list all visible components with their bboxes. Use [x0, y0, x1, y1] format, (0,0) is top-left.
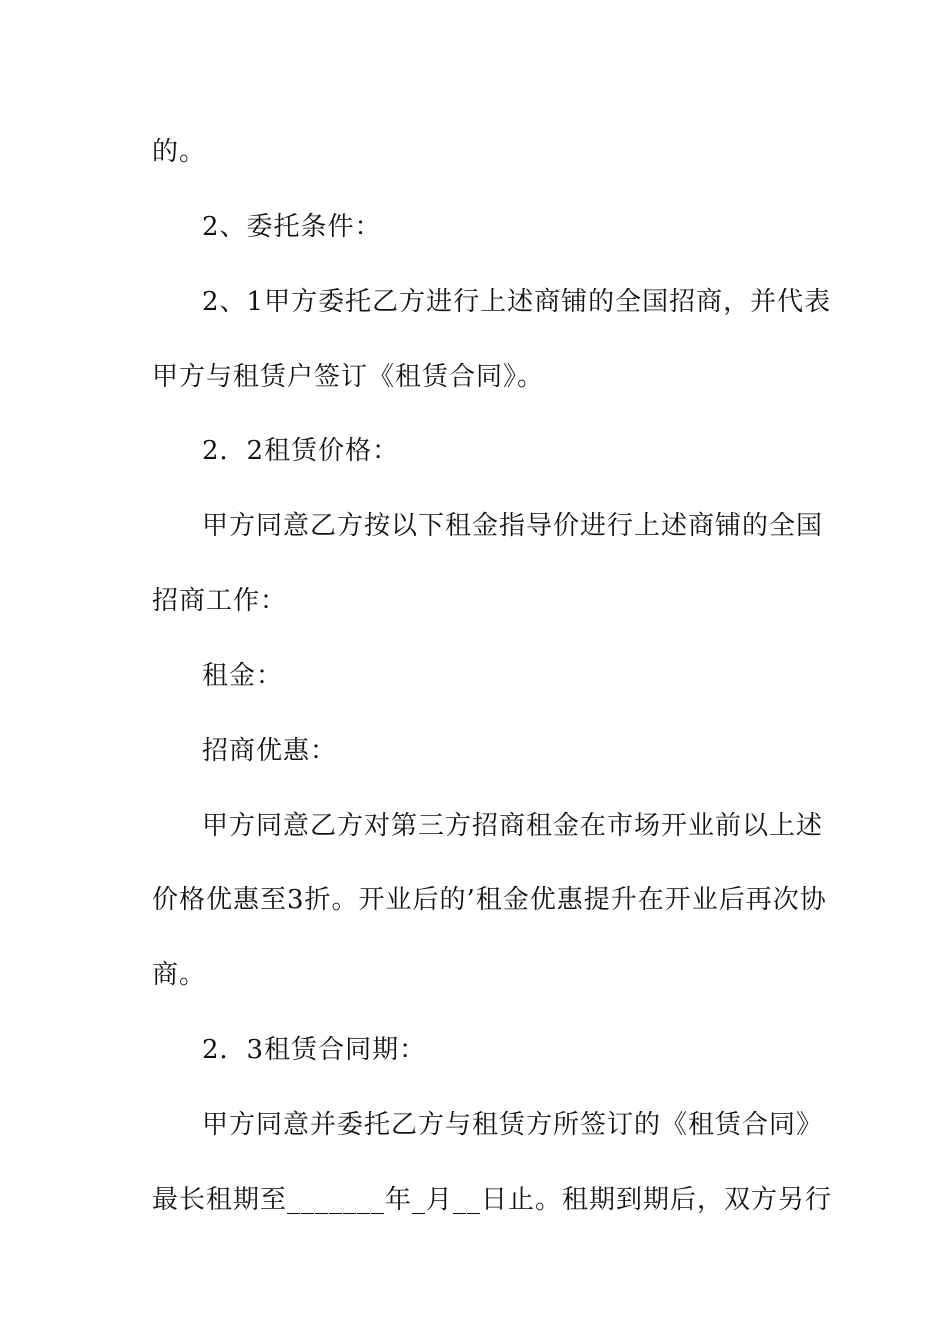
text-line-15: 最长租期至_______年_月__日止。租期到期后，双方另行: [152, 1185, 833, 1215]
rent-label: 租金：: [202, 661, 284, 691]
text-line-3: 2、1甲方委托乙方进行上述商铺的全国招商，并代表: [202, 287, 832, 317]
text-line-14: 甲方同意并委托乙方与租赁方所签订的《租赁合同》: [202, 1110, 824, 1140]
section-heading-lease-term: 2．3租赁合同期：: [202, 1035, 427, 1065]
text-line-10: 甲方同意乙方对第三方招商租金在市场开业前以上述: [202, 811, 824, 841]
text-line-6: 甲方同意乙方按以下租金指导价进行上述商铺的全国: [202, 511, 824, 541]
section-heading-commission-terms: 2、委托条件：: [202, 212, 382, 242]
text-line-12: 商。: [152, 960, 207, 990]
text-line-11: 价格优惠至3折。开业后的’租金优惠提升在开业后再次协: [152, 885, 827, 915]
promotion-label: 招商优惠：: [202, 736, 338, 766]
text-line-1: 的。: [152, 137, 207, 167]
section-heading-rental-price: 2．2租赁价格：: [202, 436, 400, 466]
text-line-7: 招商工作：: [152, 586, 288, 616]
text-line-4: 甲方与租赁户签订《租赁合同》。: [152, 362, 545, 392]
